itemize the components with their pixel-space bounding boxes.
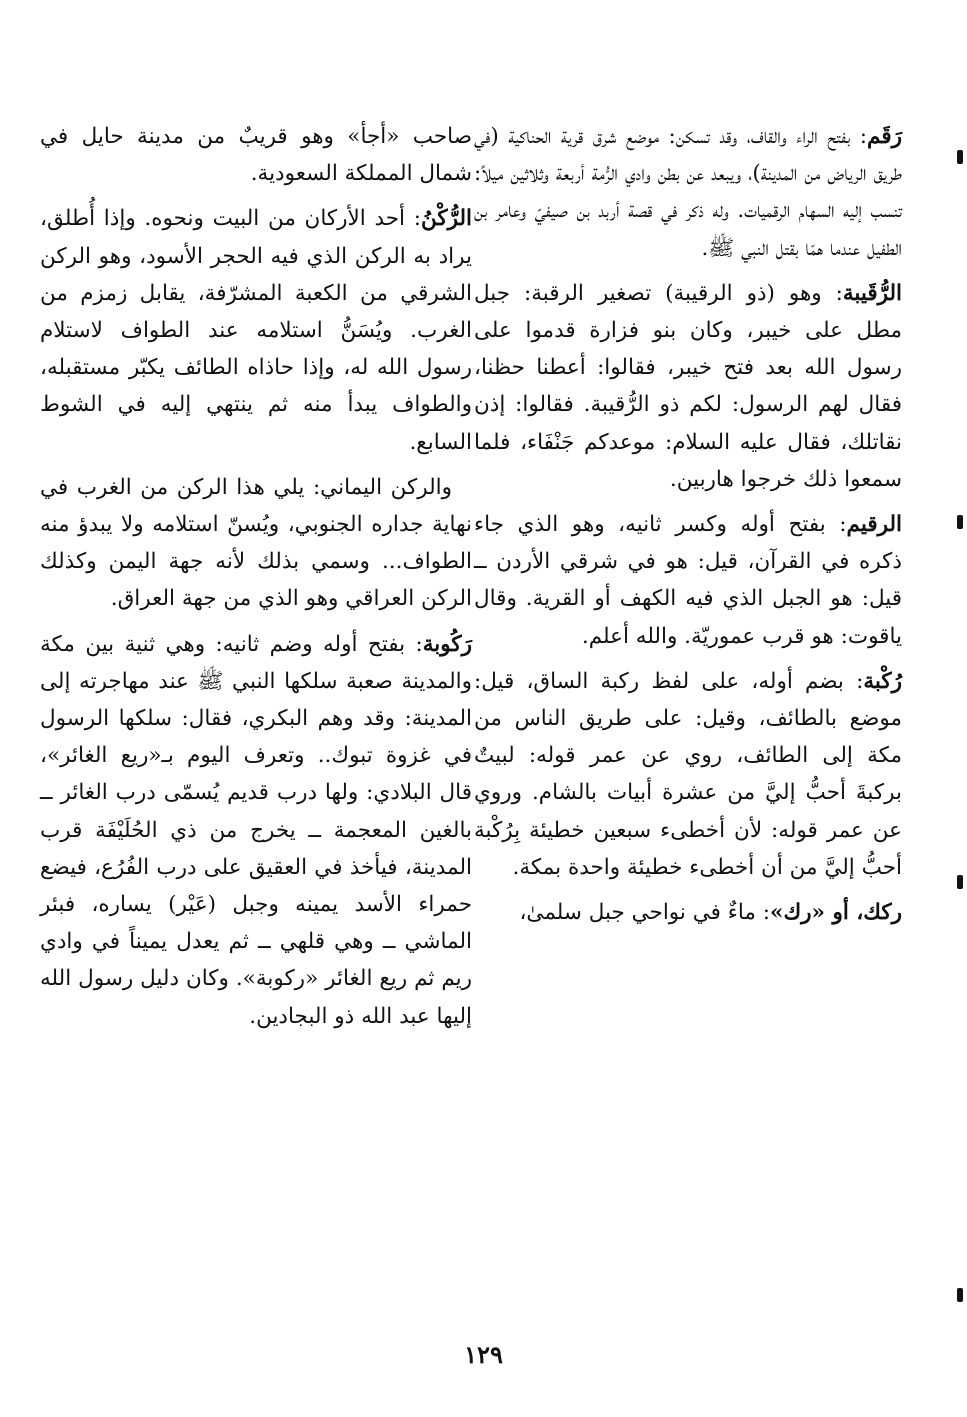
entry-ruqaybah	[474, 275, 902, 498]
left-column	[40, 118, 472, 1043]
entry-rukbah	[474, 663, 902, 886]
entry-text: : ماءٌ في نواحي جبل سلمىٰ،	[519, 900, 771, 926]
entry-rukn	[40, 200, 472, 460]
entry-text: : وهو (ذو الرقيبة) تصغير الرقبة: جبل مطل على خيبر، وكان بنو فزارة قدموا على رسول الله بعد فتح خيبر، فقالوا: أعطنا حظنا، فقال لهم الرسول: لكم ذو الرُّقيبة. فقالوا: إذن نقاتلك، فقال عليه السلام: موعدكم جَنْفَاء، فلما سمعوا ذلك خرجوا هاربين.	[474, 280, 902, 492]
margin-mark	[957, 150, 963, 164]
entry-rukn-yamani	[40, 469, 472, 618]
entry-text: والركن اليماني: يلي هذا الركن من الغرب في نهاية جداره الجنوبي، ويُسنّ استلامه ولا يبدؤ منه الطواف... وسمي بذلك لأنه جهة اليمن وكذلك الركن العراقي وهو الذي من جهة العراق.	[40, 474, 472, 612]
entry-raqam	[474, 118, 902, 267]
entry-raqim	[474, 506, 902, 655]
margin-mark	[957, 1288, 963, 1302]
entry-text: : بفتح أوله وكسر ثانيه، وهو الذي جاء ذكره في القرآن، قيل: هو في شرقي الأردن ــ قيل: هو الجبل الذي فيه الكهف أو القرية. وقال ياقوت: هو قرب عموريّة. والله أعلم.	[474, 512, 902, 649]
entry-text: : بضم أوله، على لفظ ركبة الساق، قيل: موضع بالطائف، وقيل: على طريق الناس من مكة إلى الطائف، روي عن عمر قوله: لبيتٌ بركبةَ أحبُّ إليَّ من عشرة أبيات بالشام. وروي عن عمر قوله: لأن أخطىء سبعين خطيئة بِرُكْبة أحبُّ إليَّ من أن أخطىء خطيئة واحدة بمكة.	[474, 668, 902, 880]
page-number: ١٢٩	[464, 1340, 503, 1369]
entry-rakubah	[40, 626, 472, 1035]
headword: ركك، أو «رك»	[770, 900, 902, 926]
margin-mark	[957, 515, 963, 529]
entry-text: : بفتح أوله وضم ثانيه: وهي ثنية بين مكة والمدينة صعبة سلكها النبي ﷺ عند مهاجرته إلى المدينة: وقد وهم البكري، فقال: سلكها الرسول في غزوة تبوك.. وتعرف اليوم بـ«ريع الغائر»، قال البلادي: ولها درب قديم يُسمّى درب الغائر ــ بالغين المعجمة ــ يخرج من ذي الحُلَيْفَة قرب المدينة، فيأخذ في العقيق على درب الفُرُع، فيضع حمراء الأسد يمينه وجبل (عَيْر) يساره، فبئر الماشي ــ وهي قلهي ــ ثم يعدل يميناً في وادي ريم ثم ريع الغائر «ركوبة». وكان دليل رسول الله إليها عبد الله ذو البجادين.	[40, 631, 472, 1029]
entry-text: : بفتح الراء والقاف، وقد تسكن: موضع شرق قرية الحناكية (في طريق الرياض من المدينة)، ويبعد عن بطن وادي الرُّمة أربعة وثلاثين ميلاً: تنسب إليه السهام الرقميات. وله ذكر في قصة أربد بن صيفيّ وعامر بن الطفيل عندما همّا بقتل النبي ﷺ.	[474, 124, 902, 261]
headword: الرقيم	[846, 512, 902, 538]
continuation-text: صاحب «أجأ» وهو قريبٌ من مدينة حايل في شمال المملكة السعودية.	[40, 124, 472, 187]
entry-text: : أحد الأركان من البيت ونحوه. وإذا أُطلق، يراد به الركن الذي فيه الحجر الأسود، وهو الركن الشرقي من الكعبة المشرّفة، يقابل زمزم من الغرب. ويُسَنُّ استلامه عند الطواف لاستلام رسول الله له، وإذا حاذاه الطائف يكبّر مستقبله، والطواف يبدأ منه ثم ينتهي إليه في الشوط السابع.	[40, 206, 472, 455]
headword: الرُّكْنُ	[421, 206, 472, 232]
headword: رَقَم	[867, 124, 902, 149]
headword: رَكُوبة	[422, 631, 472, 657]
entry-rakak	[474, 894, 902, 931]
headword: رُكْبة	[863, 668, 902, 694]
right-column	[474, 118, 902, 939]
margin-mark	[957, 875, 963, 889]
headword: الرُّقَيبة	[842, 280, 902, 306]
